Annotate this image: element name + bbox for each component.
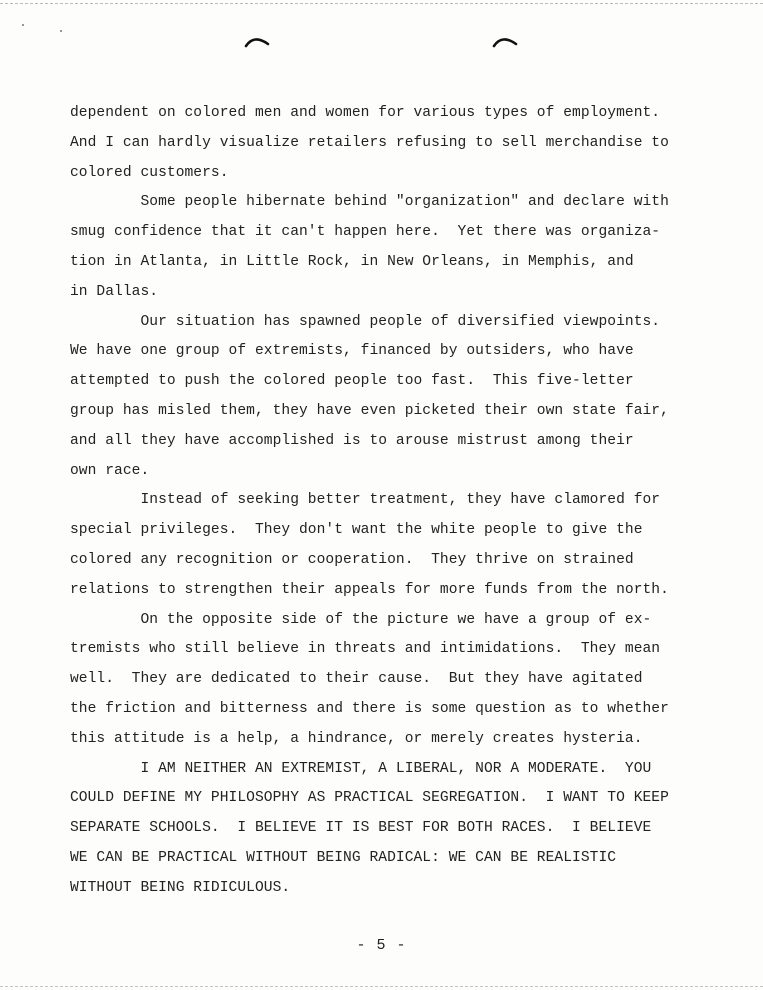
text-line: colored customers.	[70, 164, 229, 181]
typed-page-body	[70, 99, 700, 904]
text-line: WE CAN BE PRACTICAL WITHOUT BEING RADICAL: WE CAN BE REALISTIC	[70, 849, 617, 866]
text-line: in Dallas.	[70, 283, 159, 300]
punch-hole-mark-right	[492, 32, 518, 48]
text-line: And I can hardly visualize retailers refusing to sell merchandise to	[70, 134, 669, 151]
text-line: COULD DEFINE MY PHILOSOPHY AS PRACTICAL SEGREGATION. I WANT TO KEEP	[70, 790, 669, 807]
text-line: smug confidence that it can't happen here. Yet there was organiza-	[70, 224, 661, 241]
scan-speck	[60, 30, 62, 32]
text-line: colored any recognition or cooperation. They thrive on strained	[70, 551, 634, 568]
text-line: WITHOUT BEING RIDICULOUS.	[70, 879, 291, 896]
text-line: relations to strengthen their appeals for more funds from the north.	[70, 581, 669, 598]
page-bottom-edge	[0, 986, 763, 987]
text-line: attempted to push the colored people too fast. This five-letter	[70, 373, 634, 390]
text-line: group has misled them, they have even picketed their own state fair,	[70, 402, 669, 419]
text-line: Some people hibernate behind "organization" and declare with	[70, 194, 669, 211]
page-number: - 5 -	[356, 937, 407, 954]
punch-hole-mark-left	[244, 32, 270, 48]
text-line: this attitude is a help, a hindrance, or merely creates hysteria.	[70, 730, 643, 747]
text-line: dependent on colored men and women for various types of employment.	[70, 105, 661, 121]
text-line: tion in Atlanta, in Little Rock, in New Orleans, in Memphis, and	[70, 253, 634, 270]
text-line: Instead of seeking better treatment, they have clamored for	[70, 492, 661, 509]
text-line: well. They are dedicated to their cause. But they have agitated	[70, 671, 643, 688]
page-top-edge	[0, 3, 763, 4]
text-line: special privileges. They don't want the white people to give the	[70, 522, 643, 539]
text-line: own race.	[70, 462, 150, 479]
text-line: tremists who still believe in threats and intimidations. They mean	[70, 641, 661, 658]
text-line: On the opposite side of the picture we have a group of ex-	[70, 611, 652, 628]
text-line: the friction and bitterness and there is some question as to whether	[70, 700, 669, 717]
scan-speck	[22, 24, 24, 26]
text-line: I AM NEITHER AN EXTREMIST, A LIBERAL, NOR A MODERATE. YOU	[70, 760, 652, 777]
text-line: We have one group of extremists, financed by outsiders, who have	[70, 343, 634, 360]
text-line: SEPARATE SCHOOLS. I BELIEVE IT IS BEST FOR BOTH RACES. I BELIEVE	[70, 820, 652, 837]
text-line: Our situation has spawned people of diversified viewpoints.	[70, 313, 661, 330]
text-line: and all they have accomplished is to arouse mistrust among their	[70, 432, 634, 449]
